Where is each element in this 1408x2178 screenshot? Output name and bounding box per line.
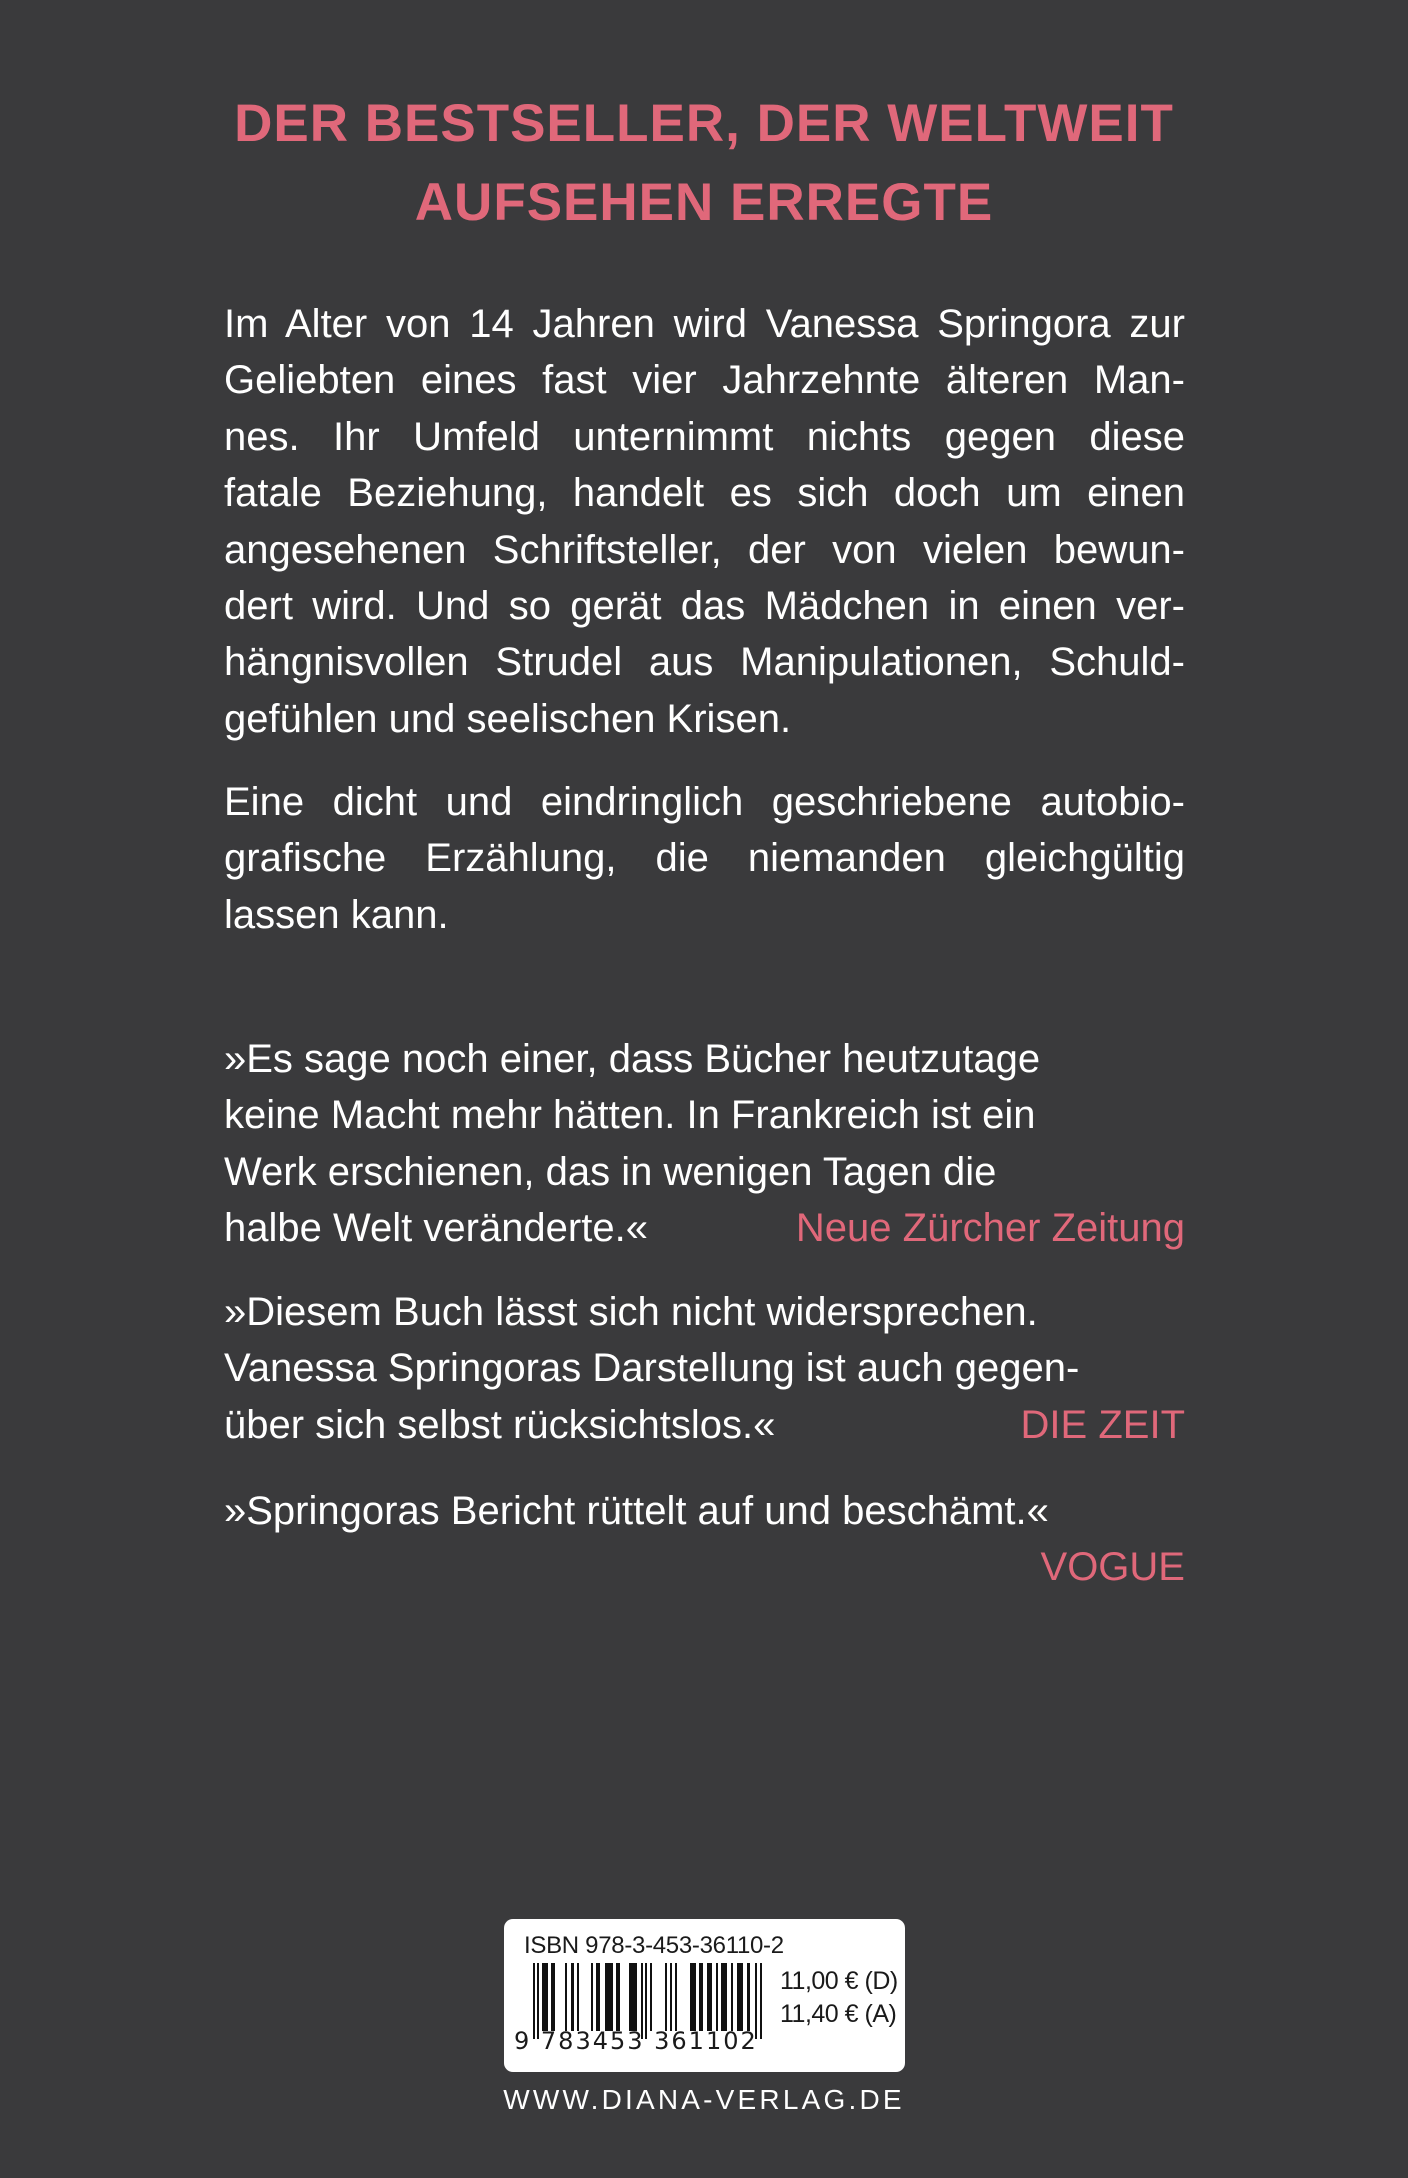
review-source: VOGUE [1040, 1545, 1185, 1590]
review-line-last [224, 1397, 1185, 1453]
review-line: keine Macht mehr hätten. In Frankreich ist ein [224, 1093, 1036, 1138]
review-line: »Es sage noch einer, dass Bücher heutzutage [224, 1037, 1041, 1081]
review-line: »Diesem Buch lässt sich nicht widersprechen. [224, 1290, 1038, 1334]
blurb-line: gefühlen und seelischen Krisen. [224, 696, 792, 741]
price-list [780, 1965, 898, 2031]
price-germany: 11,00 € (D) [780, 1967, 898, 1995]
blurb-line: angesehenen Schriftsteller, der von vielen bewun- [224, 527, 1185, 572]
review-source: Neue Zürcher Zeitung [795, 1206, 1185, 1251]
review-text: über sich selbst rücksichtslos.« [224, 1402, 776, 1447]
barcode-digits: 9 783453 361102 [514, 2027, 758, 2055]
blurb-line: fatale Beziehung, handelt es sich doch um einen [224, 471, 1185, 516]
review-line: Vanessa Springoras Darstellung ist auch gegen- [224, 1346, 1080, 1391]
review-line: »Springoras Bericht rüttelt auf und beschämt.« [224, 1489, 1049, 1533]
blurb-line: Im Alter von 14 Jahren wird Vanessa Springora zur [224, 302, 1185, 346]
blurb-line: grafische Erzählung, die niemanden gleichgültig [224, 836, 1185, 881]
review-line-last [224, 1200, 1185, 1256]
review-line: Werk erschienen, das in wenigen Tagen die [224, 1149, 997, 1194]
price-austria: 11,40 € (A) [780, 2000, 897, 2028]
headline-line-1: DER BESTSELLER, DER WELTWEIT [234, 94, 1174, 153]
blurb-line: Geliebten eines fast vier Jahrzehnte älteren Man- [224, 358, 1185, 403]
isbn-barcode-label [504, 1919, 905, 2072]
blurb-line: lassen kann. [224, 892, 449, 937]
isbn-number: ISBN 978-3-453-36110-2 [524, 1932, 784, 1959]
blurb-paragraph-2 [224, 774, 1185, 943]
headline-line-2: AUFSEHEN ERREGTE [414, 173, 994, 232]
review-source: DIE ZEIT [1020, 1402, 1185, 1447]
review-vogue [224, 1483, 1185, 1596]
headline [0, 84, 1408, 242]
review-zeit [224, 1284, 1185, 1453]
blurb-line: Eine dicht und eindringlich geschriebene autobio- [224, 780, 1185, 824]
blurb-line: dert wird. Und so gerät das Mädchen in einen ver- [224, 583, 1185, 628]
blurb-line: nes. Ihr Umfeld unternimmt nichts gegen diese [224, 414, 1185, 459]
publisher-url[interactable]: WWW.DIANA-VERLAG.DE [503, 2084, 905, 2115]
blurb-paragraph-1 [224, 296, 1185, 747]
review-text: halbe Welt veränderte.« [224, 1206, 648, 1251]
blurb-line: hängnisvollen Strudel aus Manipulationen, Schuld- [224, 640, 1185, 685]
review-nzz [224, 1031, 1185, 1257]
